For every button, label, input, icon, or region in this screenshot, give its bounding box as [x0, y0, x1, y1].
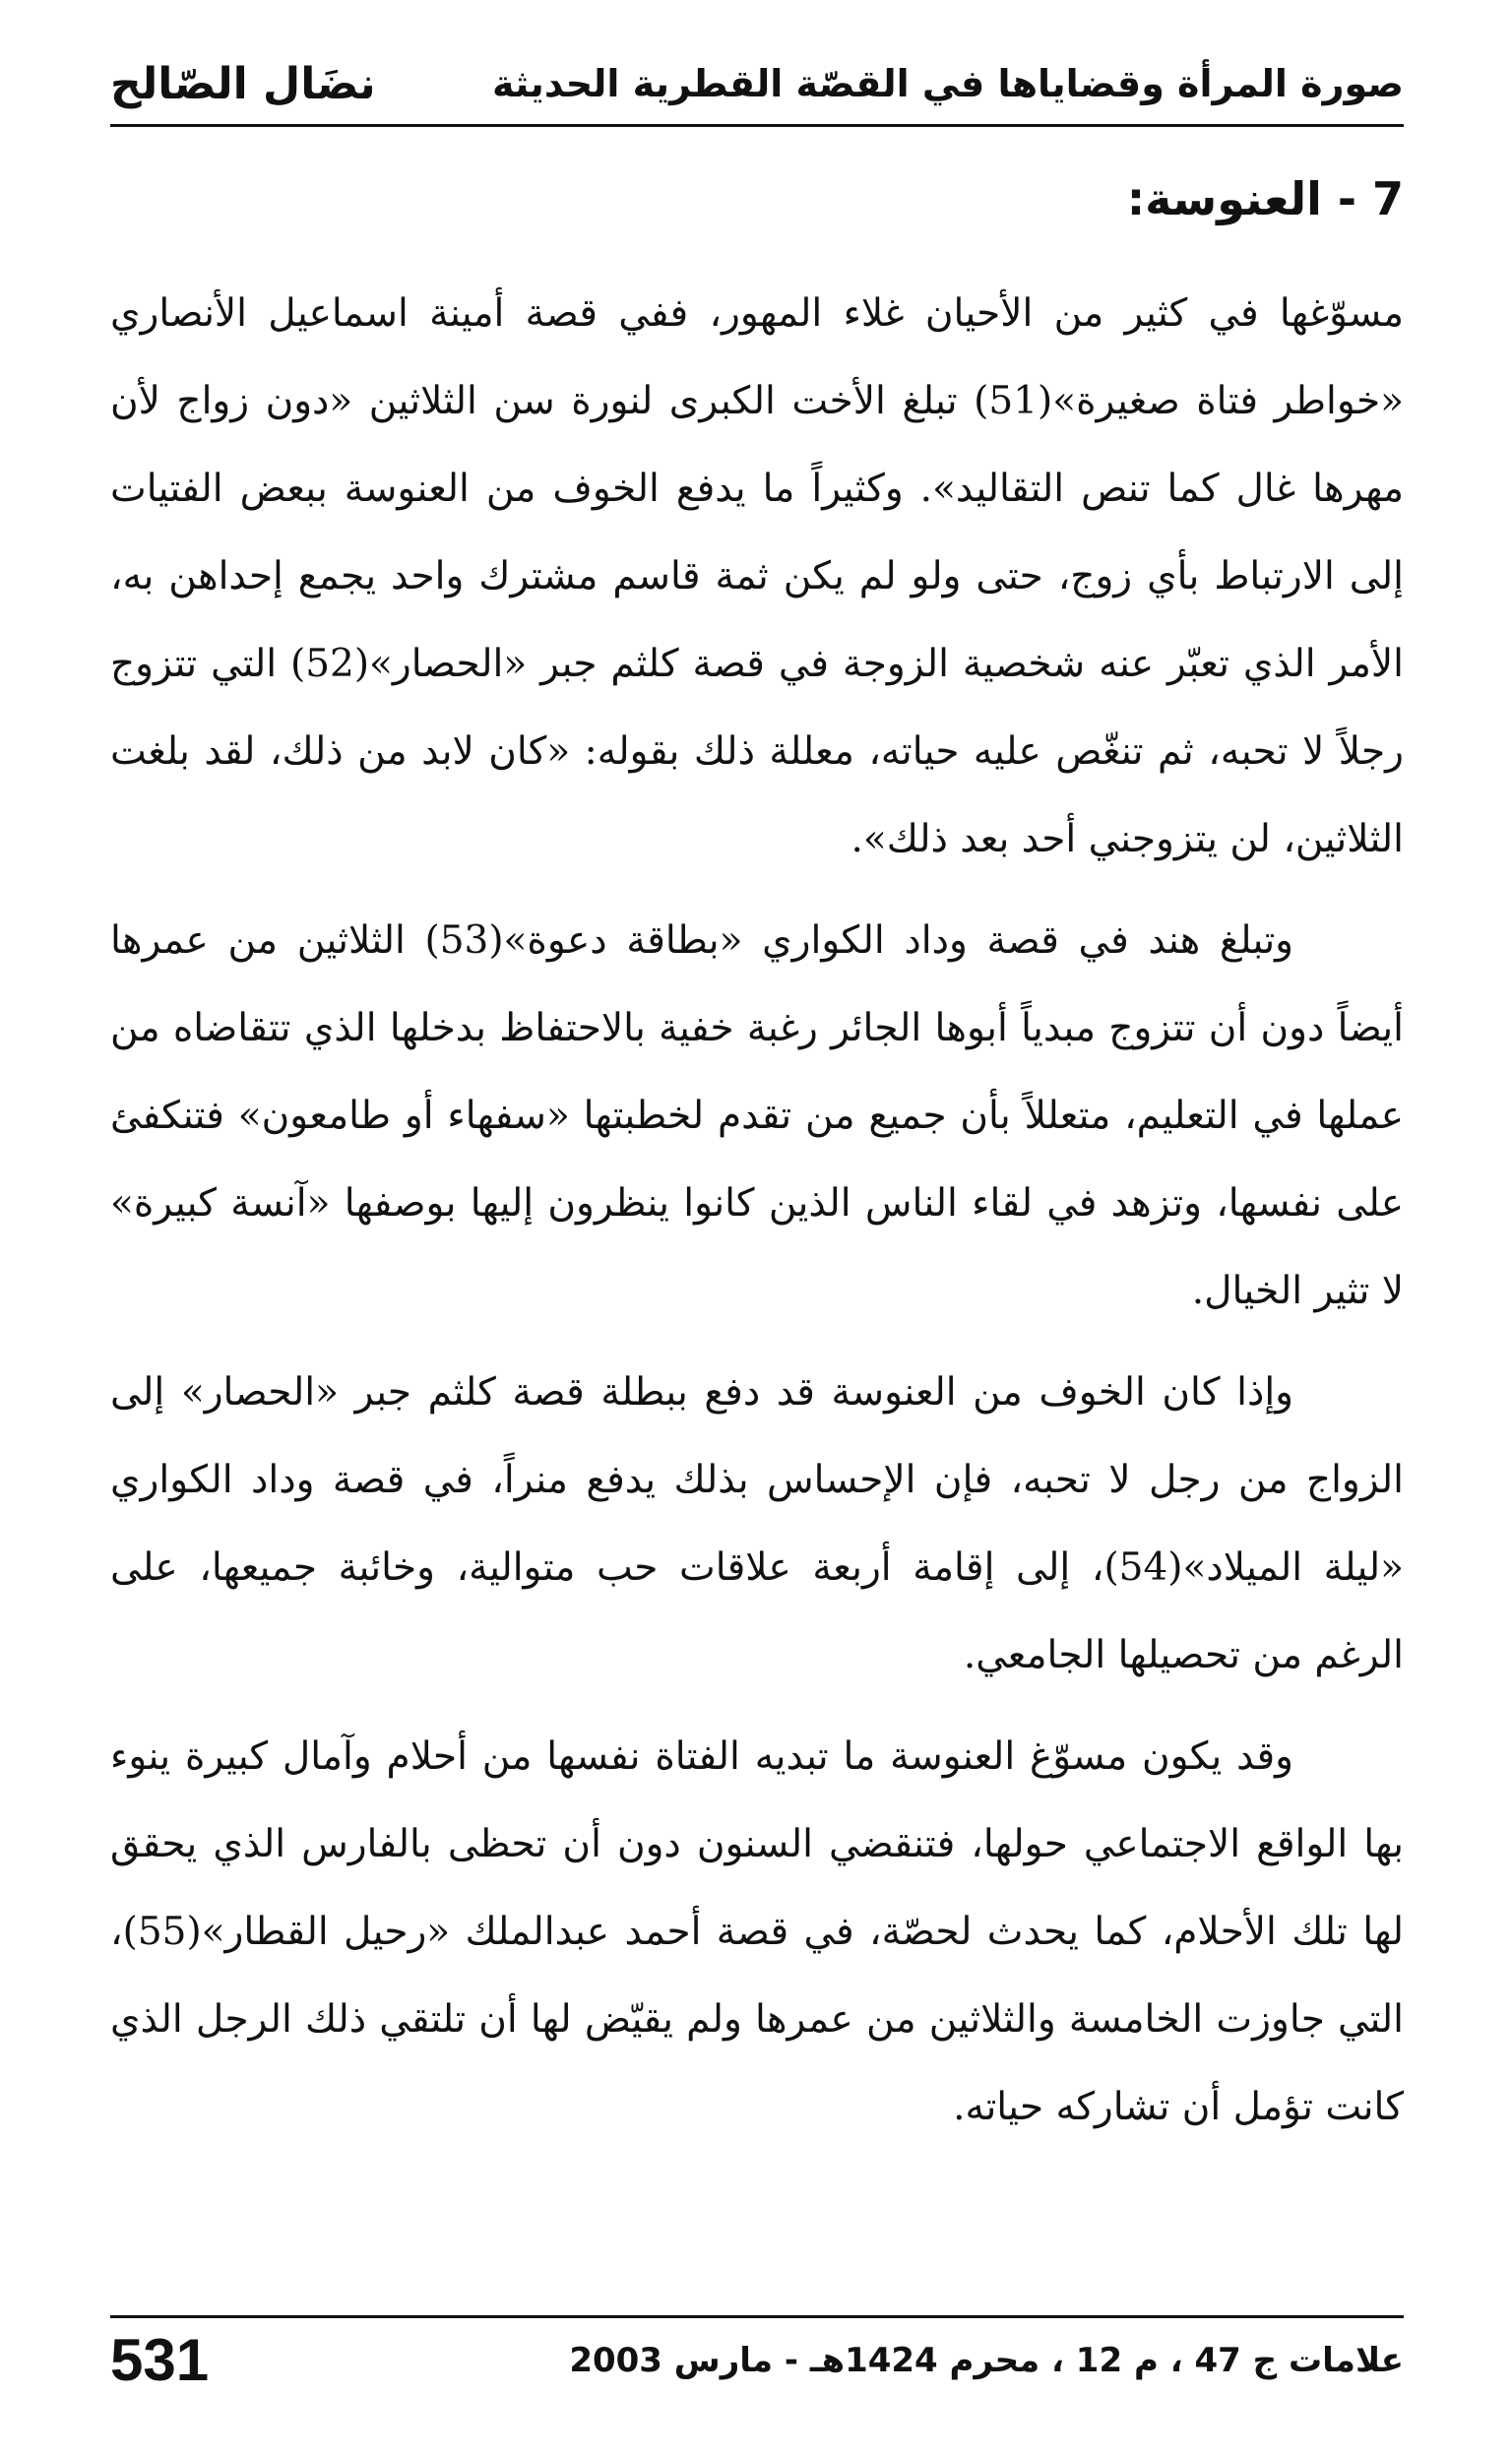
- header-rule: [110, 124, 1404, 127]
- page-number: 531: [110, 2327, 210, 2393]
- running-header-title: صورة المرأة وقضاياها في القصّة القطرية الحديثة: [492, 62, 1404, 105]
- running-header: [110, 49, 1404, 118]
- document-page: [110, 0, 1404, 2457]
- footer-rule: [110, 2315, 1404, 2318]
- paragraph: وتبلغ هند في قصة وداد الكواري «بطاقة دعوة»(53) الثلاثين من عمرها أيضاً دون أن تتزوج مبدياً أبوها الجائر رغبة خفية بالاحتفاظ بدخلها الذي تتقاضاه من عملها في التعليم، متعللاً بأن جميع من تقدم لخطبتها «سفهاء أو طامعون» فتنكفئ على نفسها، وتزهد في لقاء الناس الذين كانوا ينظرون إليها بوصفها «آنسة كبيرة» لا تثير الخيال.: [110, 918, 1404, 1313]
- body-text: [110, 270, 1404, 2165]
- running-header-author: نضَال الصّالح: [110, 58, 376, 109]
- paragraph: وقد يكون مسوّغ العنوسة ما تبديه الفتاة نفسها من أحلام وآمال كبيرة ينوء بها الواقع الاجتماعي حولها، فتنقضي السنون دون أن تحظى بالفارس الذي يحقق لها تلك الأحلام، كما يحدث لحصّة، في قصة أحمد عبدالملك «رحيل القطار»(55)، التي جاوزت الخامسة والثلاثين من عمرها ولم يقيّض لها أن تلتقي ذلك الرجل الذي كانت تؤمل أن تشاركه حياته.: [110, 1734, 1404, 2129]
- footer-citation: علامات ج 47 ، م 12 ، محرم 1424هـ - مارس 2003: [569, 2341, 1404, 2380]
- paragraph: وإذا كان الخوف من العنوسة قد دفع ببطلة قصة كلثم جبر «الحصار» إلى الزواج من رجل لا تحبه، فإن الإحساس بذلك يدفع منراً، في قصة وداد الكواري «ليلة الميلاد»(54)، إلى إقامة أربعة علاقات حب متوالية، وخائبة جميعها، على الرغم من تحصيلها الجامعي.: [110, 1370, 1404, 1677]
- paragraph: مسوّغها في كثير من الأحيان غلاء المهور، ففي قصة أمينة اسماعيل الأنصاري «خواطر فتاة صغيرة»(51) تبلغ الأخت الكبرى لنورة سن الثلاثين «دون زواج لأن مهرها غال كما تنص التقاليد». وكثيراً ما يدفع الخوف من العنوسة ببعض الفتيات إلى الارتباط بأي زوج، حتى ولو لم يكن ثمة قاسم مشترك واحد يجمع إحداهن به، الأمر الذي تعبّر عنه شخصية الزوجة في قصة كلثم جبر «الحصار»(52) التي تتزوج رجلاً لا تحبه، ثم تنغّص عليه حياته، معللة ذلك بقوله: «كان لابد من ذلك، لقد بلغت الثلاثين، لن يتزوجني أحد بعد ذلك».: [110, 291, 1404, 861]
- section-heading: 7 - العنوسة:: [1126, 172, 1404, 225]
